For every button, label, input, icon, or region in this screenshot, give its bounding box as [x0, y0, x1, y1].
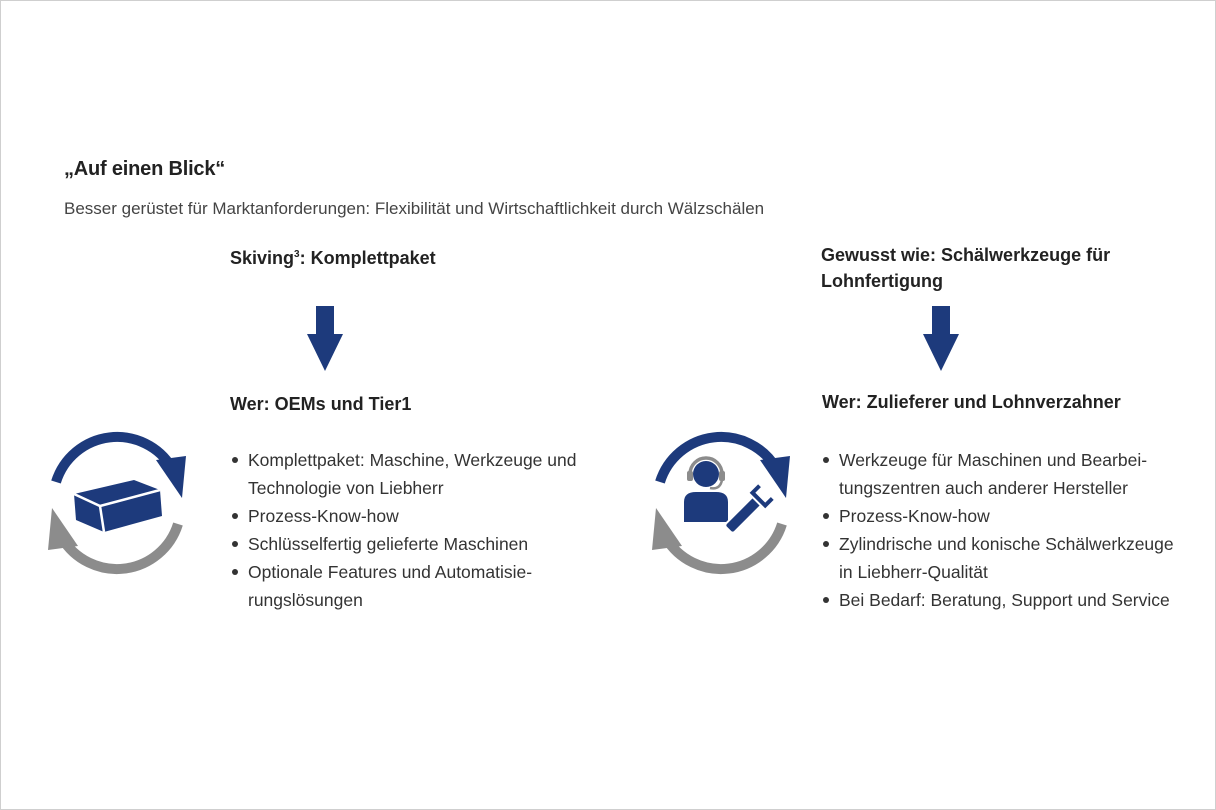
cycle-support-technician-icon — [648, 430, 794, 576]
list-item — [230, 502, 590, 530]
page-heading: „Auf einen Blick“ — [64, 158, 226, 180]
right-down-arrow-icon — [922, 306, 960, 372]
left-title-superscript: 3 — [294, 249, 300, 260]
right-point-4: Bei Bedarf: Beratung, Support und Service — [839, 590, 1170, 610]
list-item — [821, 530, 1191, 586]
right-column-title: Gewusst wie: Schälwerkzeuge für Lohnfertigung — [821, 245, 1111, 291]
left-point-2: Prozess-Know-how — [248, 506, 399, 526]
list-item — [821, 446, 1191, 502]
left-point-3: Schlüsselfertig gelieferte Maschinen — [248, 534, 529, 554]
left-points-list — [230, 446, 590, 614]
left-title-rest: : Komplettpaket — [299, 248, 436, 268]
list-item — [230, 558, 590, 614]
right-point-1: Werkzeuge für Maschinen und Bearbei-tungszentren auch anderer Hersteller — [839, 450, 1148, 498]
left-point-4: Optionale Features und Automatisie-rungslösungen — [248, 562, 533, 610]
list-item — [230, 446, 590, 502]
left-column-title — [230, 242, 436, 271]
page-subtitle: Besser gerüstet für Marktanforderungen: Flexibilität und Wirtschaftlichkeit durch Wälzschälen — [64, 199, 765, 218]
left-down-arrow-icon — [306, 306, 344, 372]
right-point-2: Prozess-Know-how — [839, 506, 990, 526]
right-point-3: Zylindrische und konische Schälwerkzeuge in Liebherr-Qualität — [839, 534, 1174, 582]
left-point-1: Komplettpaket: Maschine, Werkzeuge und Technologie von Liebherr — [248, 450, 577, 498]
list-item — [821, 586, 1191, 614]
right-who-label: Wer: Zulieferer und Lohnverzahner — [822, 392, 1121, 412]
list-item — [230, 530, 590, 558]
list-item — [821, 502, 1191, 530]
cycle-box-icon — [44, 430, 190, 576]
right-points-list — [821, 446, 1191, 614]
left-who-label: Wer: OEMs und Tier1 — [230, 394, 412, 414]
left-title-main: Skiving — [230, 248, 295, 268]
